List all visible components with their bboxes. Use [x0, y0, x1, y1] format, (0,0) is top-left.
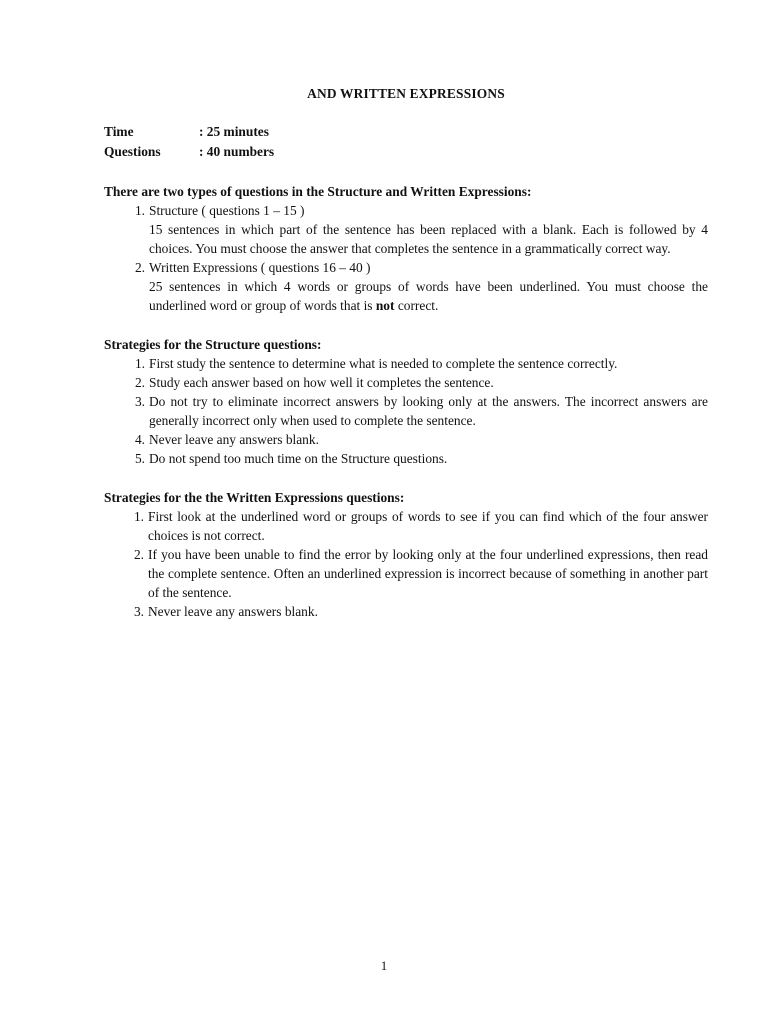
- section-heading: There are two types of questions in the Structure and Written Expressions:: [104, 184, 532, 199]
- meta-block: [104, 122, 708, 162]
- question-types-list: [104, 201, 708, 315]
- list-number: 5.: [134, 451, 145, 466]
- list-item: [104, 507, 708, 545]
- section-heading: Strategies for the Structure questions:: [104, 337, 322, 352]
- document-page: [104, 86, 708, 621]
- emphasis-not: not: [375, 298, 395, 313]
- item-title: Written Expressions ( questions 16 – 40 ): [149, 260, 371, 275]
- page-number: 1: [380, 959, 388, 973]
- structure-strategies-list: [104, 354, 708, 468]
- meta-value: : 25 minutes: [199, 124, 269, 139]
- list-item: [104, 392, 708, 430]
- section-heading: Strategies for the the Written Expressions questions:: [104, 490, 405, 505]
- list-item: [104, 449, 708, 468]
- list-number: 1.: [134, 356, 145, 371]
- written-strategies-list: [104, 507, 708, 621]
- list-text: Never leave any answers blank.: [148, 604, 318, 619]
- list-item: [104, 545, 708, 602]
- meta-questions: [104, 142, 708, 162]
- list-number: 2.: [133, 547, 144, 562]
- list-number: 3.: [133, 604, 144, 619]
- item-description: [149, 277, 708, 315]
- list-item: [104, 258, 708, 315]
- list-item: [104, 602, 708, 621]
- structure-strategies-section: [104, 335, 708, 468]
- list-number: 1.: [134, 203, 145, 218]
- list-number: 2.: [134, 375, 145, 390]
- list-number: 2.: [134, 260, 145, 275]
- list-text: Do not spend too much time on the Structure questions.: [149, 451, 448, 466]
- question-types-section: [104, 182, 708, 315]
- description-text: 25 sentences in which 4 words or groups of words have been underlined. You must choose the underlined word or group of words that is: [149, 279, 708, 313]
- meta-label: Questions: [104, 144, 161, 159]
- list-item: [104, 430, 708, 449]
- list-text: Never leave any answers blank.: [149, 432, 319, 447]
- meta-time: [104, 122, 708, 142]
- item-title: Structure ( questions 1 – 15 ): [149, 203, 305, 218]
- list-number: 3.: [134, 394, 145, 409]
- written-strategies-section: [104, 488, 708, 621]
- list-text: Do not try to eliminate incorrect answers by looking only at the answers. The incorrect answers are generally incorrect only when used to complete the sentence.: [149, 394, 708, 428]
- list-number: 4.: [134, 432, 145, 447]
- list-text: First look at the underlined word or groups of words to see if you can find which of the four answer choices is not correct.: [148, 509, 708, 543]
- list-item: [104, 373, 708, 392]
- list-number: 1.: [133, 509, 144, 524]
- list-item: [104, 201, 708, 258]
- list-text: If you have been unable to find the error by looking only at the four underlined expressions, then read the complete sentence. Often an underlined expression is incorrect because of something in another part of the sentence.: [148, 547, 708, 600]
- list-text: First study the sentence to determine what is needed to complete the sentence correctly.: [149, 356, 618, 371]
- meta-label: Time: [104, 124, 134, 139]
- item-description: 15 sentences in which part of the sentence has been replaced with a blank. Each is followed by 4 choices. You must choose the answer that completes the sentence in a grammatically correct way.: [149, 222, 708, 256]
- page-title: AND WRITTEN EXPRESSIONS: [307, 86, 505, 101]
- description-text: correct.: [394, 298, 439, 313]
- list-text: Study each answer based on how well it completes the sentence.: [149, 375, 494, 390]
- meta-value: : 40 numbers: [199, 144, 275, 159]
- list-item: [104, 354, 708, 373]
